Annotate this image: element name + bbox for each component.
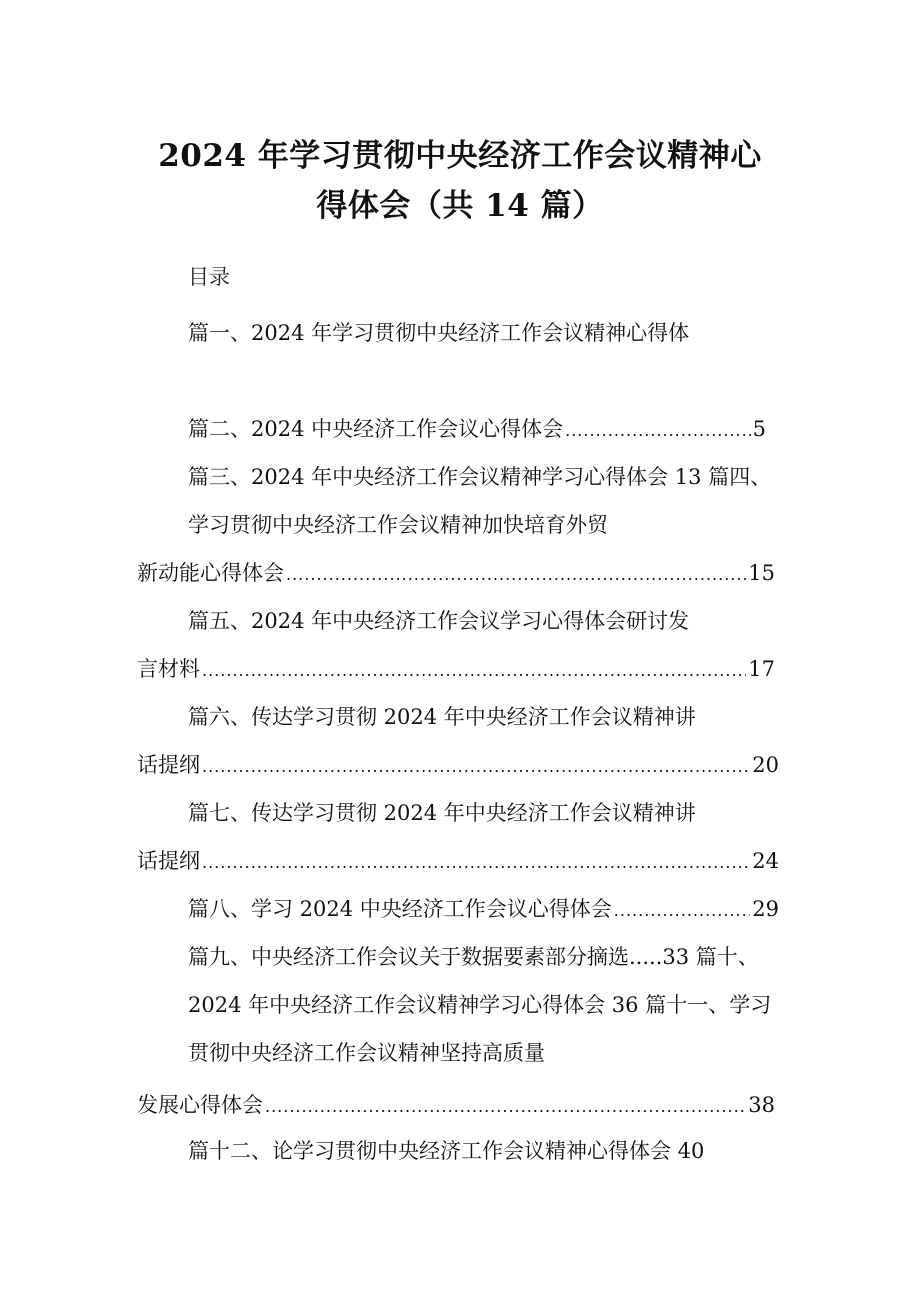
toc-page-number: 38 <box>748 1093 775 1117</box>
document-title-line-2: 得体会（共 14 篇） <box>316 188 604 224</box>
toc-line-6: 篇五、2024 年中央经济工作会议学习心得体会研讨发 <box>188 609 690 633</box>
toc-page-number: 5 <box>752 417 766 441</box>
toc-line-17: 篇十二、论学习贯彻中央经济工作会议精神心得体会 40 <box>188 1139 705 1163</box>
toc-leader-dots <box>265 1092 746 1122</box>
toc-line-15: 贯彻中央经济工作会议精神坚持高质量 <box>188 1041 545 1065</box>
toc-entry-11 <box>137 846 779 878</box>
toc-entry-9 <box>137 750 779 782</box>
toc-entry-2 <box>188 414 766 446</box>
toc-line-1: 篇一、2024 年学习贯彻中央经济工作会议精神心得体 <box>188 321 690 345</box>
toc-heading: 目录 <box>188 265 230 289</box>
toc-entry-text: 发展心得体会 <box>137 1093 263 1117</box>
toc-page-number: 15 <box>748 561 775 585</box>
toc-leader-dots <box>202 752 750 782</box>
toc-entry-7 <box>137 654 775 686</box>
toc-line-10: 篇七、传达学习贯彻 2024 年中央经济工作会议精神讲 <box>188 801 696 825</box>
toc-entry-text: 篇二、2024 中央经济工作会议心得体会 <box>188 417 564 441</box>
toc-entry-text: 新动能心得体会 <box>137 561 284 585</box>
toc-page-number: 17 <box>748 657 775 681</box>
toc-line-8: 篇六、传达学习贯彻 2024 年中央经济工作会议精神讲 <box>188 705 696 729</box>
toc-leader-dots <box>286 560 746 590</box>
toc-entry-text: 篇八、学习 2024 中央经济工作会议心得体会 <box>188 897 612 921</box>
toc-entry-text: 话提纲 <box>137 849 200 873</box>
document-title-line-1: 2024 年学习贯彻中央经济工作会议精神心 <box>158 138 762 174</box>
toc-line-13: 篇九、中央经济工作会议关于数据要素部分摘选.....33 篇十、 <box>188 945 759 969</box>
toc-line-4: 学习贯彻中央经济工作会议精神加快培育外贸 <box>188 513 608 537</box>
toc-entry-12 <box>188 894 779 926</box>
toc-page-number: 29 <box>752 897 779 921</box>
toc-entry-text: 话提纲 <box>137 753 200 777</box>
toc-line-14: 2024 年中央经济工作会议精神学习心得体会 36 篇十一、学习 <box>188 993 772 1017</box>
toc-line-3: 篇三、2024 年中央经济工作会议精神学习心得体会 13 篇四、 <box>188 465 772 489</box>
toc-entry-5 <box>137 558 775 590</box>
toc-leader-dots <box>614 896 750 926</box>
toc-entry-16 <box>137 1090 775 1122</box>
toc-leader-dots <box>202 848 750 878</box>
toc-entry-text: 言材料 <box>137 657 200 681</box>
toc-leader-dots <box>202 656 746 686</box>
toc-leader-dots <box>565 416 751 446</box>
toc-page-number: 24 <box>752 849 779 873</box>
toc-page-number: 20 <box>752 753 779 777</box>
